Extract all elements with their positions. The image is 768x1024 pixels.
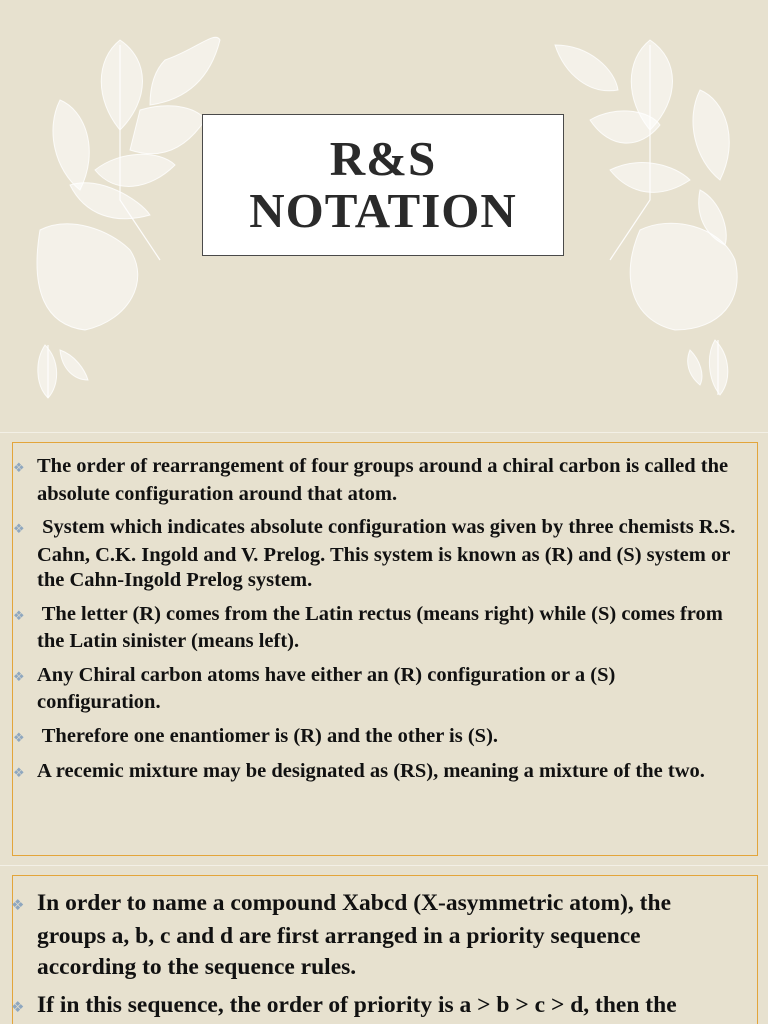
list-item-text: The letter (R) comes from the Latin rectus (means right) while (S) comes from the Latin sinister (means left). [37,602,723,652]
list-item [13,724,743,752]
list-item-text: Any Chiral carbon atoms have either an (R) configuration or a (S) configuration. [37,663,616,713]
diamond-bullet-icon: ❖ [13,766,25,781]
bullet-list [13,454,743,795]
content-slide-2 [0,866,768,1024]
list-item [13,515,743,594]
list-item-text: System which indicates absolute configuration was given by three chemists R.S. Cahn, C.K. Ingold and V. Prelog. This system is known as (R) and (S) system or the Cahn-Ingold Prelog system. [37,516,736,591]
diamond-bullet-icon: ❖ [13,730,25,746]
diamond-bullet-icon: ❖ [13,608,25,624]
diamond-bullet-icon: ❖ [11,896,25,914]
list-item-text: Therefore one enantiomer is (R) and the other is (S). [37,724,499,747]
content-box [12,875,758,1024]
list-item [13,990,743,1023]
diamond-bullet-icon: ❖ [13,669,25,685]
diamond-bullet-icon: ❖ [13,522,25,537]
diamond-bullet-icon: ❖ [13,461,25,476]
title-line-1: R&S [329,131,437,186]
content-box [12,442,758,856]
list-item-text: In order to name a compound Xabcd (X-asymmetric atom), the groups a, b, c and d are first arranged in a priority sequence according to the sequence rules. [37,890,671,980]
list-item [13,888,743,983]
list-item [13,663,743,716]
title-slide [0,0,768,432]
bullet-list [13,888,743,1024]
list-item-text: If in this sequence, the order of priority is a > b > c > d, then the [37,992,677,1018]
diamond-bullet-icon: ❖ [11,998,25,1016]
title-box [202,114,564,256]
list-item [13,454,743,507]
content-slide-1 [0,433,768,865]
list-item [13,602,743,655]
list-item-text: The order of rearrangement of four groups around a chiral carbon is called the absolute configuration around that atom. [37,455,729,505]
list-item [13,759,743,787]
list-item-text: A recemic mixture may be designated as (RS), meaning a mixture of the two. [37,760,705,782]
title-line-2: NOTATION [249,183,517,238]
